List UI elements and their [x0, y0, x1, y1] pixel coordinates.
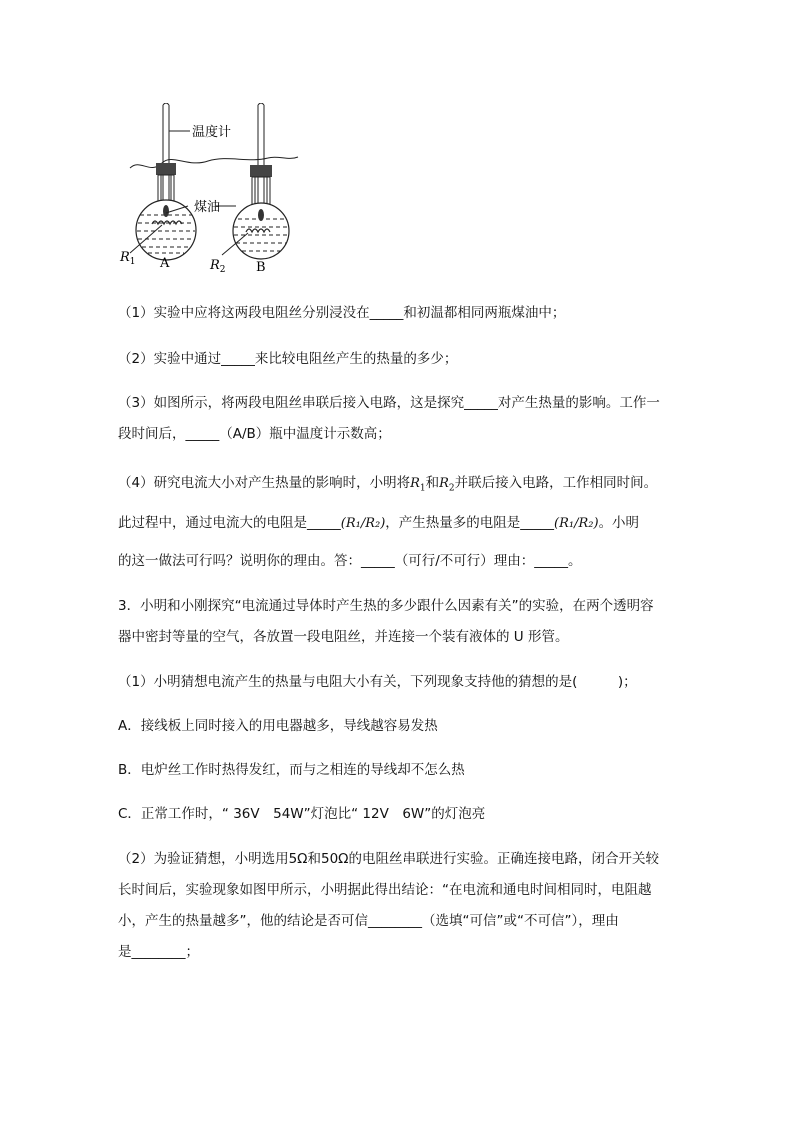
thermometer-label: 温度计 [192, 125, 232, 140]
q3-part2-line2: 长时间后，实验现象如图甲所示，小明据此得出结论：“在电流和通电时间相同时，电阻越 [118, 882, 652, 898]
q2-part4-line1: （4）研究电流大小对产生热量的影响时，小明将$R_1$和$R_2$并联后接入电路，工作相同时间。 [118, 475, 658, 494]
q2-part4-line3: 的这一做法可行吗？说明你的理由。答：_____（可行/不可行）理由：_____。 [118, 553, 582, 569]
q2-part3-line2: 段时间后，_____（A/B）瓶中温度计示数高； [118, 426, 391, 442]
r2-label: $R_2$ [210, 258, 226, 275]
q3-part2-line1: （2）为验证猜想，小明选用5Ω和50Ω的电阻丝串联进行实验。正确连接电路，闭合开关较 [118, 851, 659, 867]
r-choice-1: (R₁/R₂) [340, 516, 386, 531]
r2-symbol: $R_2$ [439, 476, 455, 494]
q3-part2-line4: 是________； [118, 944, 199, 960]
q3-intro-line2: 器中密封等量的空气，各放置一段电阻丝，并连接一个装有液体的 U 形管。 [118, 629, 569, 645]
experiment-figure [118, 103, 318, 278]
q2-part1: （1）实验中应将这两段电阻丝分别浸没在_____和初温都相同两瓶煤油中； [118, 305, 566, 321]
q2-part3-line1: （3）如图所示，将两段电阻丝串联后接入电路，这是探究_____对产生热量的影响。工作一 [118, 395, 660, 411]
kerosene-label: 煤油 [194, 200, 221, 215]
q3-intro-line1: 3．小明和小刚探究“电流通过导体时产生热的多少跟什么因素有关”的实验，在两个透明容 [118, 598, 654, 614]
q2-part2: （2）实验中通过_____来比较电阻丝产生的热量的多少； [118, 351, 458, 367]
r1-label: $R_1$ [120, 250, 136, 267]
r-choice-2: (R₁/R₂) [554, 516, 599, 531]
flask-a-label: A [160, 256, 170, 271]
q2-part4-line2: 此过程中，通过电流大的电阻是_____(R₁/R₂)，产生热量多的电阻是_____(R₁/R₂)。小明 [118, 515, 640, 531]
q3-option-b: B．电炉丝工作时热得发红，而与之相连的导线却不怎么热 [118, 762, 465, 778]
r1-symbol: $R_1$ [410, 476, 426, 494]
q3-part2-line3: 小，产生的热量越多”，他的结论是否可信________（选填“可信”或“不可信”），理由 [118, 913, 619, 929]
flask-b-label: B [256, 260, 266, 275]
q3-option-a: A．接线板上同时接入的用电器越多，导线越容易发热 [118, 718, 438, 734]
q3-part1: （1）小明猜想电流产生的热量与电阻大小有关，下列现象支持他的猜想的是( )； [118, 674, 637, 690]
flask-b [233, 103, 289, 259]
q3-option-c: C．正常工作时，“ 36V 54W”灯泡比“ 12V 6W”的灯泡亮 [118, 806, 486, 822]
connecting-wire [130, 157, 298, 168]
flask-a [136, 103, 196, 260]
